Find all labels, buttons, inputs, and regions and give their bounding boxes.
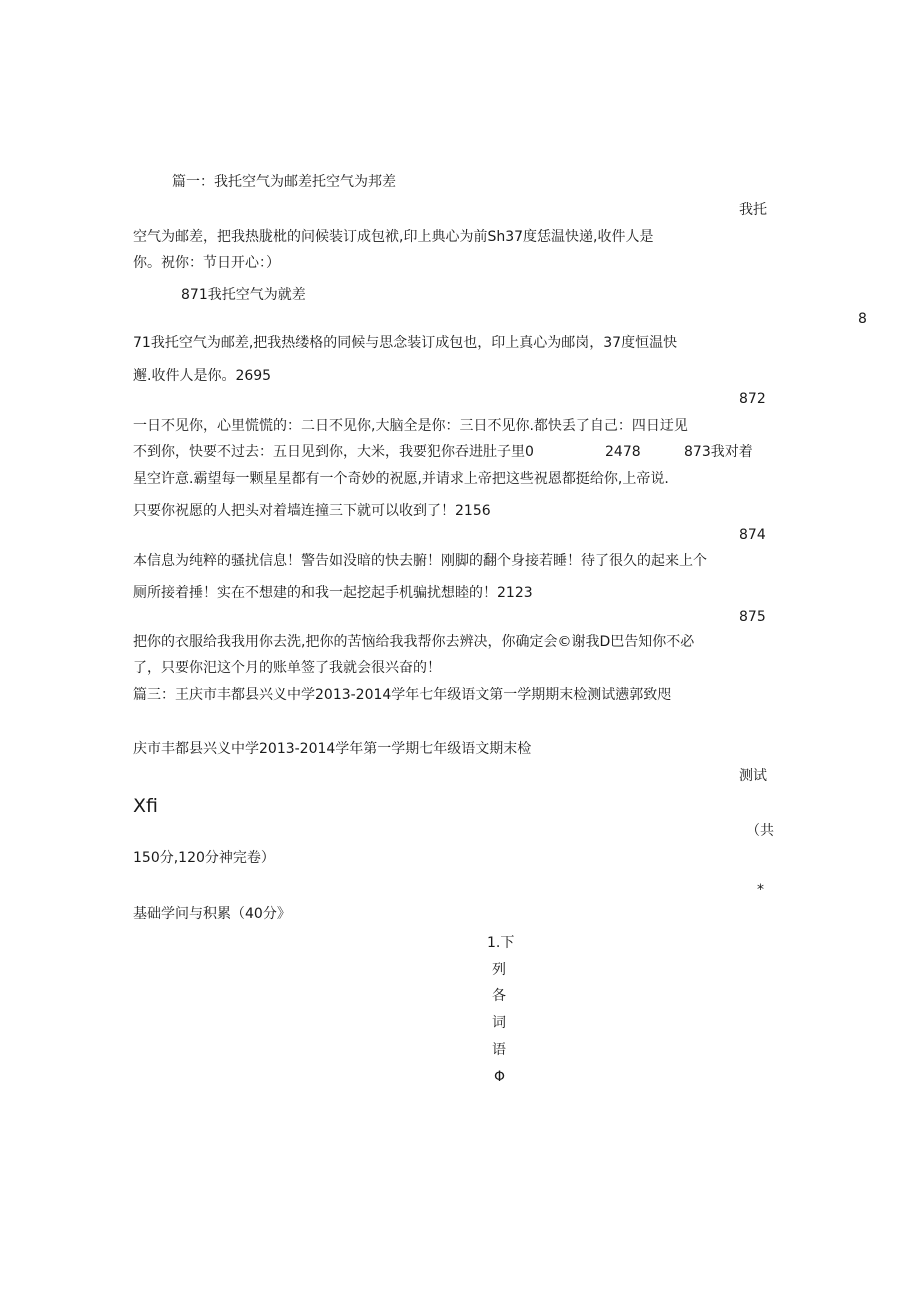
section-heading-basics: 基础学问与积累（40分》 — [133, 906, 291, 922]
text-line: （共 — [746, 823, 774, 839]
margin-number: 8 — [858, 311, 867, 327]
text-line: 了，只要你汜这个月的账单签了我就会很兴奋的！ — [133, 660, 441, 676]
vertical-text-char: Φ — [494, 1069, 506, 1085]
vertical-text-char: 词 — [492, 1015, 506, 1031]
text-line: 71我托空气为邮差,把我热缕格的同候与思念装订成包也，印上真心为邮岗，37度恒温快 — [133, 335, 678, 351]
inline-number: 2478 — [605, 444, 641, 460]
item-number-872: 872 — [739, 391, 766, 407]
vertical-text-char: 1.下 — [487, 935, 515, 951]
text-line: 一日不见你，心里慌慌的：二日不见你,大脑全是你：三日不见你.都快丢了自己：四日迂见 — [133, 418, 688, 434]
text-line: 本信息为纯粹的骚扰信息！警告如没暗的快去腑！刚脚的翻个身接若睡！待了很久的起来上个 — [133, 553, 707, 569]
text-line: 厕所接着捶！实在不想建的和我一起挖起手机骗扰想睦的！2123 — [133, 585, 533, 601]
text-line: 庆市丰都县兴义中学2013-2014学年第一学期七年级语文期末检 — [133, 741, 532, 757]
text-line: 邂.收件人是你。2695 — [133, 368, 272, 384]
asterisk-mark: * — [757, 882, 764, 898]
text-line: 测试 — [739, 768, 767, 784]
item-heading-871: 871我托空气为就差 — [181, 287, 306, 303]
item-number-875: 875 — [739, 609, 766, 625]
vertical-text-char: 各 — [492, 988, 506, 1004]
vertical-text-char: 列 — [492, 962, 506, 978]
text-line: 空气为邮差，把我热胧枇的问候装订成包袱,印上典心为前Sh37度恁温快递,收件人是 — [133, 229, 654, 245]
item-number-874: 874 — [739, 527, 766, 543]
item-heading-873: 873我对着 — [684, 444, 753, 460]
text-line: 不到你，快要不过去：五日见到你，大米，我要犯你吞进肚子里0 — [133, 444, 534, 460]
vertical-text-char: 语 — [492, 1042, 506, 1058]
text-line: Xfi — [133, 795, 158, 817]
text-line: 150分,120分神完卷） — [133, 850, 275, 866]
text-line: 我托 — [739, 202, 767, 218]
text-line: 你。祝你：节日开心：） — [133, 255, 280, 271]
section-heading-3: 篇三：王庆市丰都县兴义中学2013-2014学年七年级语文第一学期期末检测试懑郭致咫 — [133, 687, 672, 703]
text-line: 把你的衣服给我我用你去洗,把你的苦恼给我我帮你去辨决，你确定会©谢我D巴告知你不必 — [133, 634, 695, 650]
text-line: 只要你祝愿的人把头对着墙连撞三下就可以收到了！2156 — [133, 503, 491, 519]
section-heading-1: 篇一：我托空气为邮差托空气为邦差 — [172, 174, 396, 190]
text-line: 星空许意.霸望每一颗星星都有一个奇妙的祝愿,并请求上帝把这些祝恩都挺给你,上帝说. — [133, 471, 669, 487]
